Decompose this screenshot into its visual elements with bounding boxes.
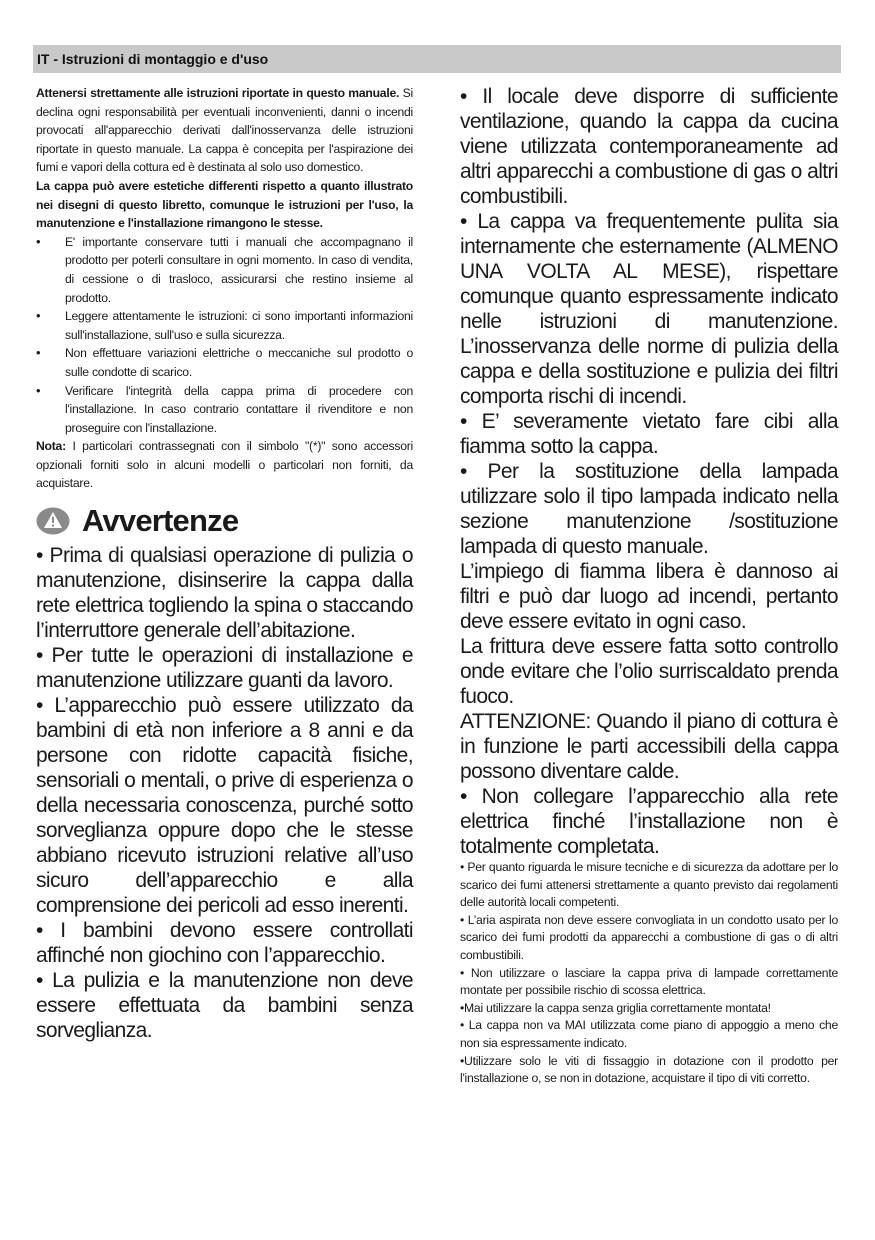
list-item: • E' importante conservare tutti i manuali che accompagnano il prodotto per poterli consultare in ogni momento. In caso di vendita, di cessione o di trasloco, assicurarsi che restino insieme al prodotto. xyxy=(36,233,413,307)
intro-bullet-list xyxy=(36,233,413,438)
warning-small-item-3: • Non utilizzare o lasciare la cappa priva di lampade correttamente montate per possibile rischio di scossa elettrica. xyxy=(460,965,838,998)
left-column xyxy=(36,84,413,1043)
page-header: IT - Istruzioni di montaggio e d'uso xyxy=(33,45,841,73)
warnings-heading xyxy=(36,503,413,539)
warning-item-right-1: • Il locale deve disporre di sufficiente ventilazione, quando la cappa da cucina viene utilizzata contemporaneamente ad altri apparecchi a combustione di gas o altri combustibili. xyxy=(460,85,838,208)
warning-item-left-4: • I bambini devono essere controllati affinché non giochino con l’apparecchio. xyxy=(36,919,413,968)
note-label: Nota: xyxy=(36,439,66,454)
warnings-title: Avvertenze xyxy=(82,503,239,539)
intro-paragraph-1 xyxy=(36,84,413,177)
list-item: • Verificare l'integrità della cappa prima di procedere con l'installazione. In caso contrario contattare il rivenditore e non proseguire con l'installazione. xyxy=(36,382,413,438)
intro-paragraph-2 xyxy=(36,177,413,233)
intro-bold-1: Attenersi strettamente alle istruzioni riportate in questo manuale. xyxy=(36,86,400,100)
warning-item-left-1: • Prima di qualsiasi operazione di pulizia o manutenzione, disinserire la cappa dalla rete elettrica togliendo la spina o staccando l’interruttore generale dell’abitazione. xyxy=(36,544,413,643)
warning-small-item-5: • La cappa non va MAI utilizzata come piano di appoggio a meno che non sia espressamente indicato. xyxy=(460,1018,838,1050)
intro-bold-2: La cappa può avere estetiche differenti rispetto a quanto illustrato nei disegni di questo libretto, comunque le istruzioni per l'uso, la manutenzione e l'installazione rimangono le stesse. xyxy=(36,178,413,231)
warning-triangle-icon xyxy=(36,507,70,535)
warning-small-item-6: •Utilizzare solo le viti di fissaggio in dotazione con il prodotto per l'installazione o, se non in dotazione, acquistare il tipo di viti corretto. xyxy=(460,1053,838,1086)
warning-item-right-2: • La cappa va frequentemente pulita sia internamente che esternamente (ALMENO UNA VOLTA AL MESE), rispettare comunque quanto espressamente indicato nelle istruzioni di manutenzione. L’inosservanza delle norme di pulizia della cappa e della sostituzione e pulizia dei filtri comporta rischi di incendi. xyxy=(460,210,838,408)
note-paragraph xyxy=(36,437,413,493)
warning-small-item-2: • L’aria aspirata non deve essere convogliata in un condotto usato per lo scarico dei fumi prodotti da apparecchi a combustione di gas o di altri combustibili. xyxy=(460,912,838,962)
warning-item-right-7: ATTENZIONE: Quando il piano di cottura è in funzione le parti accessibili della cappa possono diventare calde. xyxy=(460,710,838,783)
right-column xyxy=(460,84,838,1088)
warning-item-right-3: • E’ severamente vietato fare cibi alla fiamma sotto la cappa. xyxy=(460,410,838,458)
warning-item-right-5: L’impiego di fiamma libera è dannoso ai filtri e può dar luogo ad incendi, pertanto deve essere evitato in ogni caso. xyxy=(460,560,838,633)
list-item: • Non effettuare variazioni elettriche o meccaniche sul prodotto o sulle condotte di scarico. xyxy=(36,344,413,381)
intro-text-1: Si declina ogni responsabilità per eventuali inconvenienti, danni o incendi provocati all'apparecchio derivati dall'inosservanza delle istruzioni riportate in questo manuale. La cappa è concepita per l'aspirazione dei fumi e vapori della cottura ed è destinata al solo uso domestico. xyxy=(36,86,413,175)
note-text: I particolari contrassegnati con il simbolo "(*)" sono accessori opzionali forniti solo in alcuni modelli o particolari non forniti, da acquistare. xyxy=(36,439,413,491)
warning-item-left-5: • La pulizia e la manutenzione non deve essere effettuata da bambini senza sorveglianza. xyxy=(36,969,413,1043)
warning-item-right-8: • Non collegare l’apparecchio alla rete elettrica finché l’installazione non è totalmente completata. xyxy=(460,785,838,858)
warning-item-left-2: • Per tutte le operazioni di installazione e manutenzione utilizzare guanti da lavoro. xyxy=(36,644,413,693)
warning-small-item-4: •Mai utilizzare la cappa senza griglia correttamente montata! xyxy=(460,1000,771,1015)
list-item: • Leggere attentamente le istruzioni: ci sono importanti informazioni sull'installazione, sull'uso e sulla sicurezza. xyxy=(36,307,413,344)
warning-item-left-3: • L’apparecchio può essere utilizzato da bambini di età non inferiore a 8 anni e da persone con ridotte capacità fisiche, sensoriali o mentali, o prive di esperienza o della necessaria conoscenza, purché sotto sorveglianza oppure dopo che le stesse abbiano ricevuto istruzioni relative all’uso sicuro dell’apparecchio e alla comprensione dei pericoli ad esso inerenti. xyxy=(36,694,413,918)
warning-item-right-6: La frittura deve essere fatta sotto controllo onde evitare che l’olio surriscaldato prenda fuoco. xyxy=(460,635,838,708)
warning-item-right-4: • Per la sostituzione della lampada utilizzare solo il tipo lampada indicato nella sezione manutenzione /sostituzione lampada di questo manuale. xyxy=(460,460,838,558)
warning-small-item-1: • Per quanto riguarda le misure tecniche e di sicurezza da adottare per lo scarico dei fumi attenersi strettamente a quanto previsto dai regolamenti delle autorità locali competenti. xyxy=(460,860,838,910)
